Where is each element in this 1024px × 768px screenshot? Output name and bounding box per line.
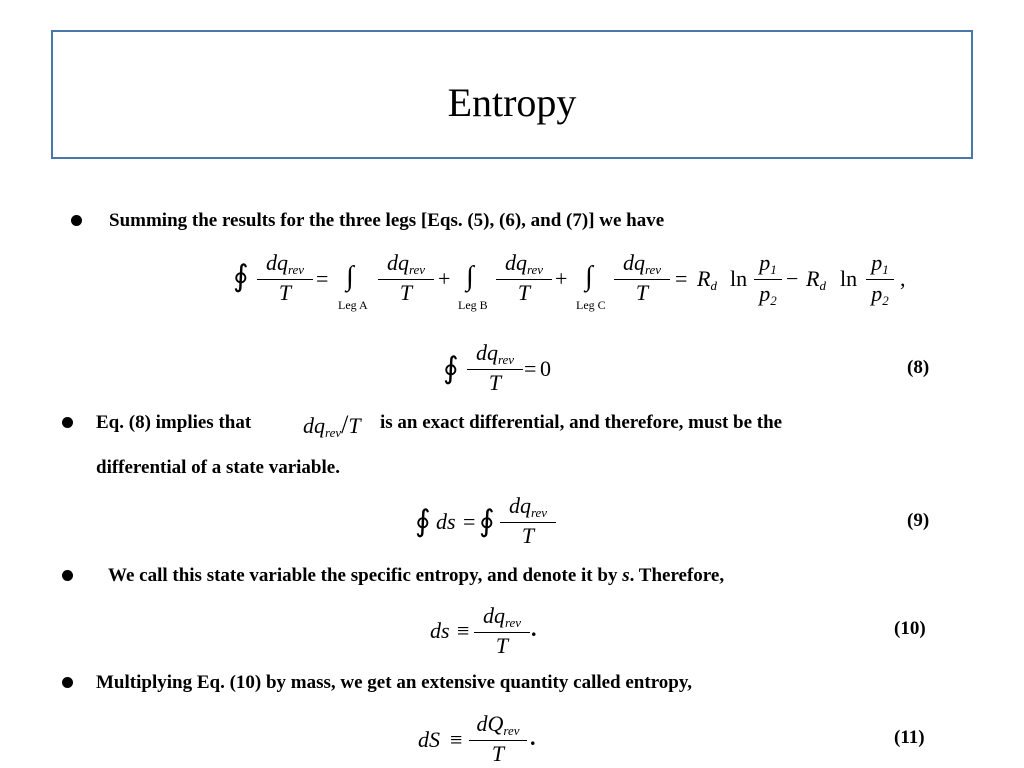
fraction: $dq_{rev}$ T <box>378 250 434 308</box>
fraction: $dq_{rev}$ T <box>467 340 523 398</box>
bullet-4-text: Multiplying Eq. (10) by mass, we get an extensive quantity called entropy, <box>96 672 693 693</box>
inline-math-dqrev-over-t: $dq_{rev}/T$ <box>303 410 361 440</box>
oint-symbol: ∮ <box>415 505 431 538</box>
ln: ln <box>840 266 858 291</box>
fraction: $dq_{rev}$ T <box>474 603 530 661</box>
bullet-3-text: We call this state variable the specific entropy, and denote it by s. Therefore, <box>108 565 725 586</box>
oint-symbol: ∮ <box>443 352 459 385</box>
pressure-ratio: p1 p2 <box>754 250 782 312</box>
bullet-2-text-line2: differential of a state variable. <box>96 457 340 478</box>
entropy-variable: s <box>622 565 630 586</box>
oint-symbol: ∮ <box>479 505 495 538</box>
ds: ds <box>436 509 456 534</box>
gas-constant: $R_d$ <box>697 266 717 293</box>
bullet-dot <box>62 417 73 428</box>
ds: ds <box>430 618 450 643</box>
fraction: $dq_{rev}$ T <box>614 250 670 308</box>
equation-number-8: (8) <box>907 357 930 378</box>
dS: dS <box>418 727 440 752</box>
limit-leg-a: Leg A <box>338 298 368 312</box>
bullet-2-text-b: is an exact differential, and therefore, must be the <box>380 412 783 433</box>
fraction: $dq_{rev}$ T <box>500 493 556 551</box>
equation-number-11: (11) <box>894 727 925 748</box>
zero: 0 <box>540 356 551 381</box>
limit-leg-c: Leg C <box>576 298 606 312</box>
title-box <box>51 30 973 159</box>
ln: ln <box>730 266 748 291</box>
bullet-dot <box>71 215 82 226</box>
pressure-ratio: p1 p2 <box>866 250 894 312</box>
integral-symbol: ∫ <box>346 261 354 292</box>
bullet-2-text-a: Eq. (8) implies that <box>96 412 252 433</box>
bullet-dot <box>62 677 73 688</box>
equation-number-10: (10) <box>894 618 926 639</box>
slide-title: Entropy <box>447 80 577 125</box>
integral-symbol: ∫ <box>466 261 474 292</box>
equation-number-9: (9) <box>907 510 930 531</box>
integral-symbol: ∫ <box>585 261 593 292</box>
fraction: $dQ_{rev}$ T <box>469 711 527 767</box>
bullet-dot <box>62 570 73 581</box>
fraction: $dq_{rev}$ T <box>496 250 552 308</box>
limit-leg-b: Leg B <box>458 298 488 312</box>
bullet-1-text: Summing the results for the three legs [Eqs. (5), (6), and (7)] we have <box>109 210 665 231</box>
oint-symbol: ∮ <box>233 260 249 293</box>
gas-constant: $R_d$ <box>806 266 826 293</box>
fraction: $dq_{rev}$ T <box>257 250 313 308</box>
